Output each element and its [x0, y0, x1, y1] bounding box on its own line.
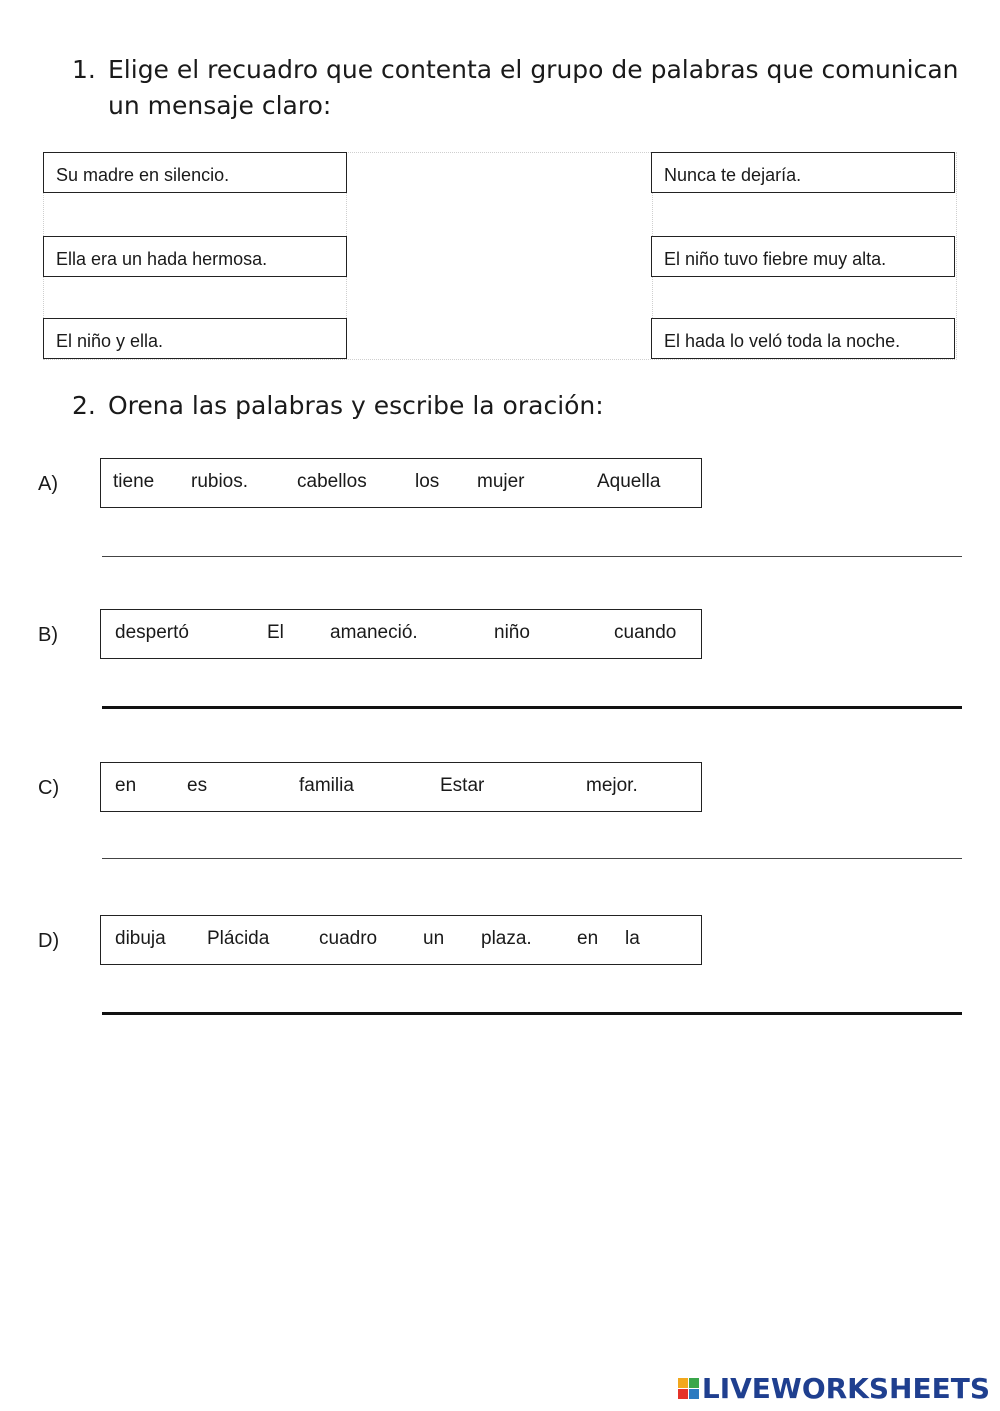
logo-square [678, 1389, 688, 1399]
word: es [187, 775, 208, 796]
word: mujer [477, 471, 525, 492]
item-b-label: B) [38, 624, 58, 646]
question-2-text: Orena las palabras y escribe la oración: [108, 391, 604, 420]
option-box[interactable] [43, 152, 347, 193]
word: en [115, 775, 137, 796]
option-box[interactable] [651, 236, 955, 277]
word: amaneció. [330, 622, 418, 643]
option-box[interactable] [651, 318, 955, 359]
options-grid-guide-middle [346, 152, 653, 358]
word: Aquella [597, 471, 661, 492]
question-2-number: 2. [72, 391, 96, 420]
item-d-label: D) [38, 930, 60, 952]
option-text: El niño y ella. [56, 331, 164, 351]
word-box-d [100, 915, 702, 965]
word: cuando [614, 622, 677, 643]
option-text: Nunca te dejaría. [664, 165, 802, 185]
word: mejor. [586, 775, 638, 796]
option-box[interactable] [43, 236, 347, 277]
liveworksheets-logo-icon [678, 1378, 699, 1399]
answer-line-d[interactable] [102, 1012, 962, 1015]
option-text: Su madre en silencio. [56, 165, 230, 185]
word-box-b [100, 609, 702, 659]
word: los [415, 471, 440, 492]
logo-square [689, 1378, 699, 1388]
word: cuadro [319, 928, 378, 949]
word: despertó [115, 622, 189, 643]
word: Plácida [207, 928, 270, 949]
word: cabellos [297, 471, 367, 492]
word: niño [494, 622, 530, 643]
logo-square [678, 1378, 688, 1388]
liveworksheets-brand [678, 1372, 990, 1405]
word: tiene [113, 471, 155, 492]
answer-line-c[interactable] [102, 858, 962, 859]
answer-line-b[interactable] [102, 706, 962, 709]
word-box-c [100, 762, 702, 812]
question-1-title [72, 52, 968, 124]
option-box[interactable] [651, 152, 955, 193]
answer-line-a[interactable] [102, 556, 962, 557]
option-text: El hada lo veló toda la noche. [664, 331, 901, 351]
word: un [423, 928, 445, 949]
option-text: Ella era un hada hermosa. [56, 249, 268, 269]
word: en [577, 928, 599, 949]
item-c-label: C) [38, 777, 60, 799]
logo-square [689, 1389, 699, 1399]
item-a-label: A) [38, 473, 58, 495]
brand-name: LIVEWORKSHEETS [701, 1372, 990, 1405]
word: la [625, 928, 640, 949]
option-box[interactable] [43, 318, 347, 359]
word: rubios. [191, 471, 249, 492]
question-1-text: Elige el recuadro que contenta el grupo de palabras que comunican un mensaje claro: [108, 55, 959, 120]
question-2-title [72, 388, 968, 424]
word: Estar [440, 775, 485, 796]
word-box-a [100, 458, 702, 508]
word: El [267, 622, 284, 643]
option-text: El niño tuvo fiebre muy alta. [664, 249, 887, 269]
question-1-number: 1. [72, 55, 96, 84]
word: plaza. [481, 928, 532, 949]
word: dibuja [115, 928, 166, 949]
word: familia [299, 775, 354, 796]
